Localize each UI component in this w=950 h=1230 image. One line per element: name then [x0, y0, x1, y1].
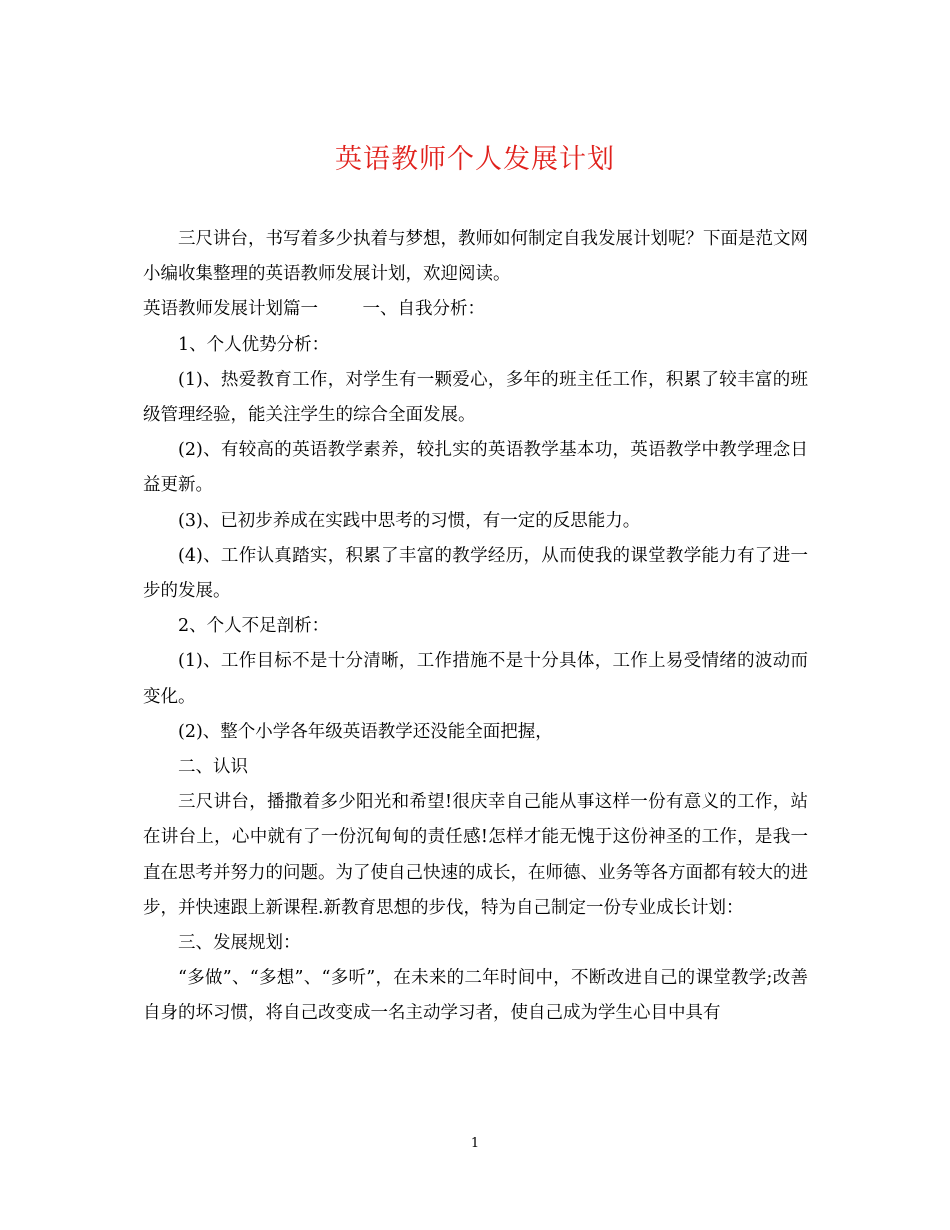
paragraph-strength-3: (3)、已初步养成在实践中思考的习惯，有一定的反思能力。 [178, 510, 641, 531]
paragraph-intro: 三尺讲台，书写着多少执着与梦想，教师如何制定自我发展计划呢？下面是范文网小编收集整理的英语教师发展计划，欢迎阅读。 [143, 229, 808, 285]
paragraph-strengths-heading: 1、个人优势分析： [178, 334, 330, 355]
document-title: 英语教师个人发展计划 [335, 144, 615, 175]
paragraph-strength-2: (2)、有较高的英语教学素养，较扎实的英语教学基本功，英语教学中教学理念日益更新。 [143, 440, 808, 496]
paragraph-weakness-1: (1)、工作目标不是十分清晰，工作措施不是十分具体，工作上易受情绪的波动而变化。 [143, 651, 808, 707]
page-number: 1 [470, 1136, 480, 1151]
paragraph-development-heading: 三、发展规划： [178, 933, 301, 954]
document-body [143, 222, 808, 1032]
paragraph-understanding: 三尺讲台，播撒着多少阳光和希望!很庆幸自己能从事这样一份有意义的工作，站在讲台上，心中就有了一份沉甸甸的责任感!怎样才能无愧于这份神圣的工作，是我一直在思考并努力的问题。为了使自己快速的成长，在师德、业务等各方面都有较大的进步，并快速跟上新课程.新教育思想的步伐，特为自己制定一份专业成长计划： [143, 792, 808, 918]
paragraph-understanding-heading: 二、认识 [178, 757, 248, 778]
paragraph-strength-4: (4)、工作认真踏实，积累了丰富的教学经历，从而使我的课堂教学能力有了进一步的发展。 [143, 545, 808, 602]
paragraph-weakness-2: (2)、整个小学各年级英语教学还没能全面把握， [178, 721, 553, 742]
paragraph-strength-1: (1)、热爱教育工作，对学生有一颗爱心，多年的班主任工作，积累了较丰富的班级管理经验，能关注学生的综合全面发展。 [143, 369, 808, 426]
paragraph-weakness-heading: 2、个人不足剖析： [178, 616, 330, 637]
paragraph-plan-heading: 英语教师发展计划篇一 一、自我分析： [143, 299, 486, 320]
paragraph-development: “多做”、“多想”、“多听”，在未来的二年时间中，不断改进自己的课堂教学;改善自身的坏习惯，将自己改变成一名主动学习者，使自己成为学生心目中具有 [143, 968, 808, 1024]
